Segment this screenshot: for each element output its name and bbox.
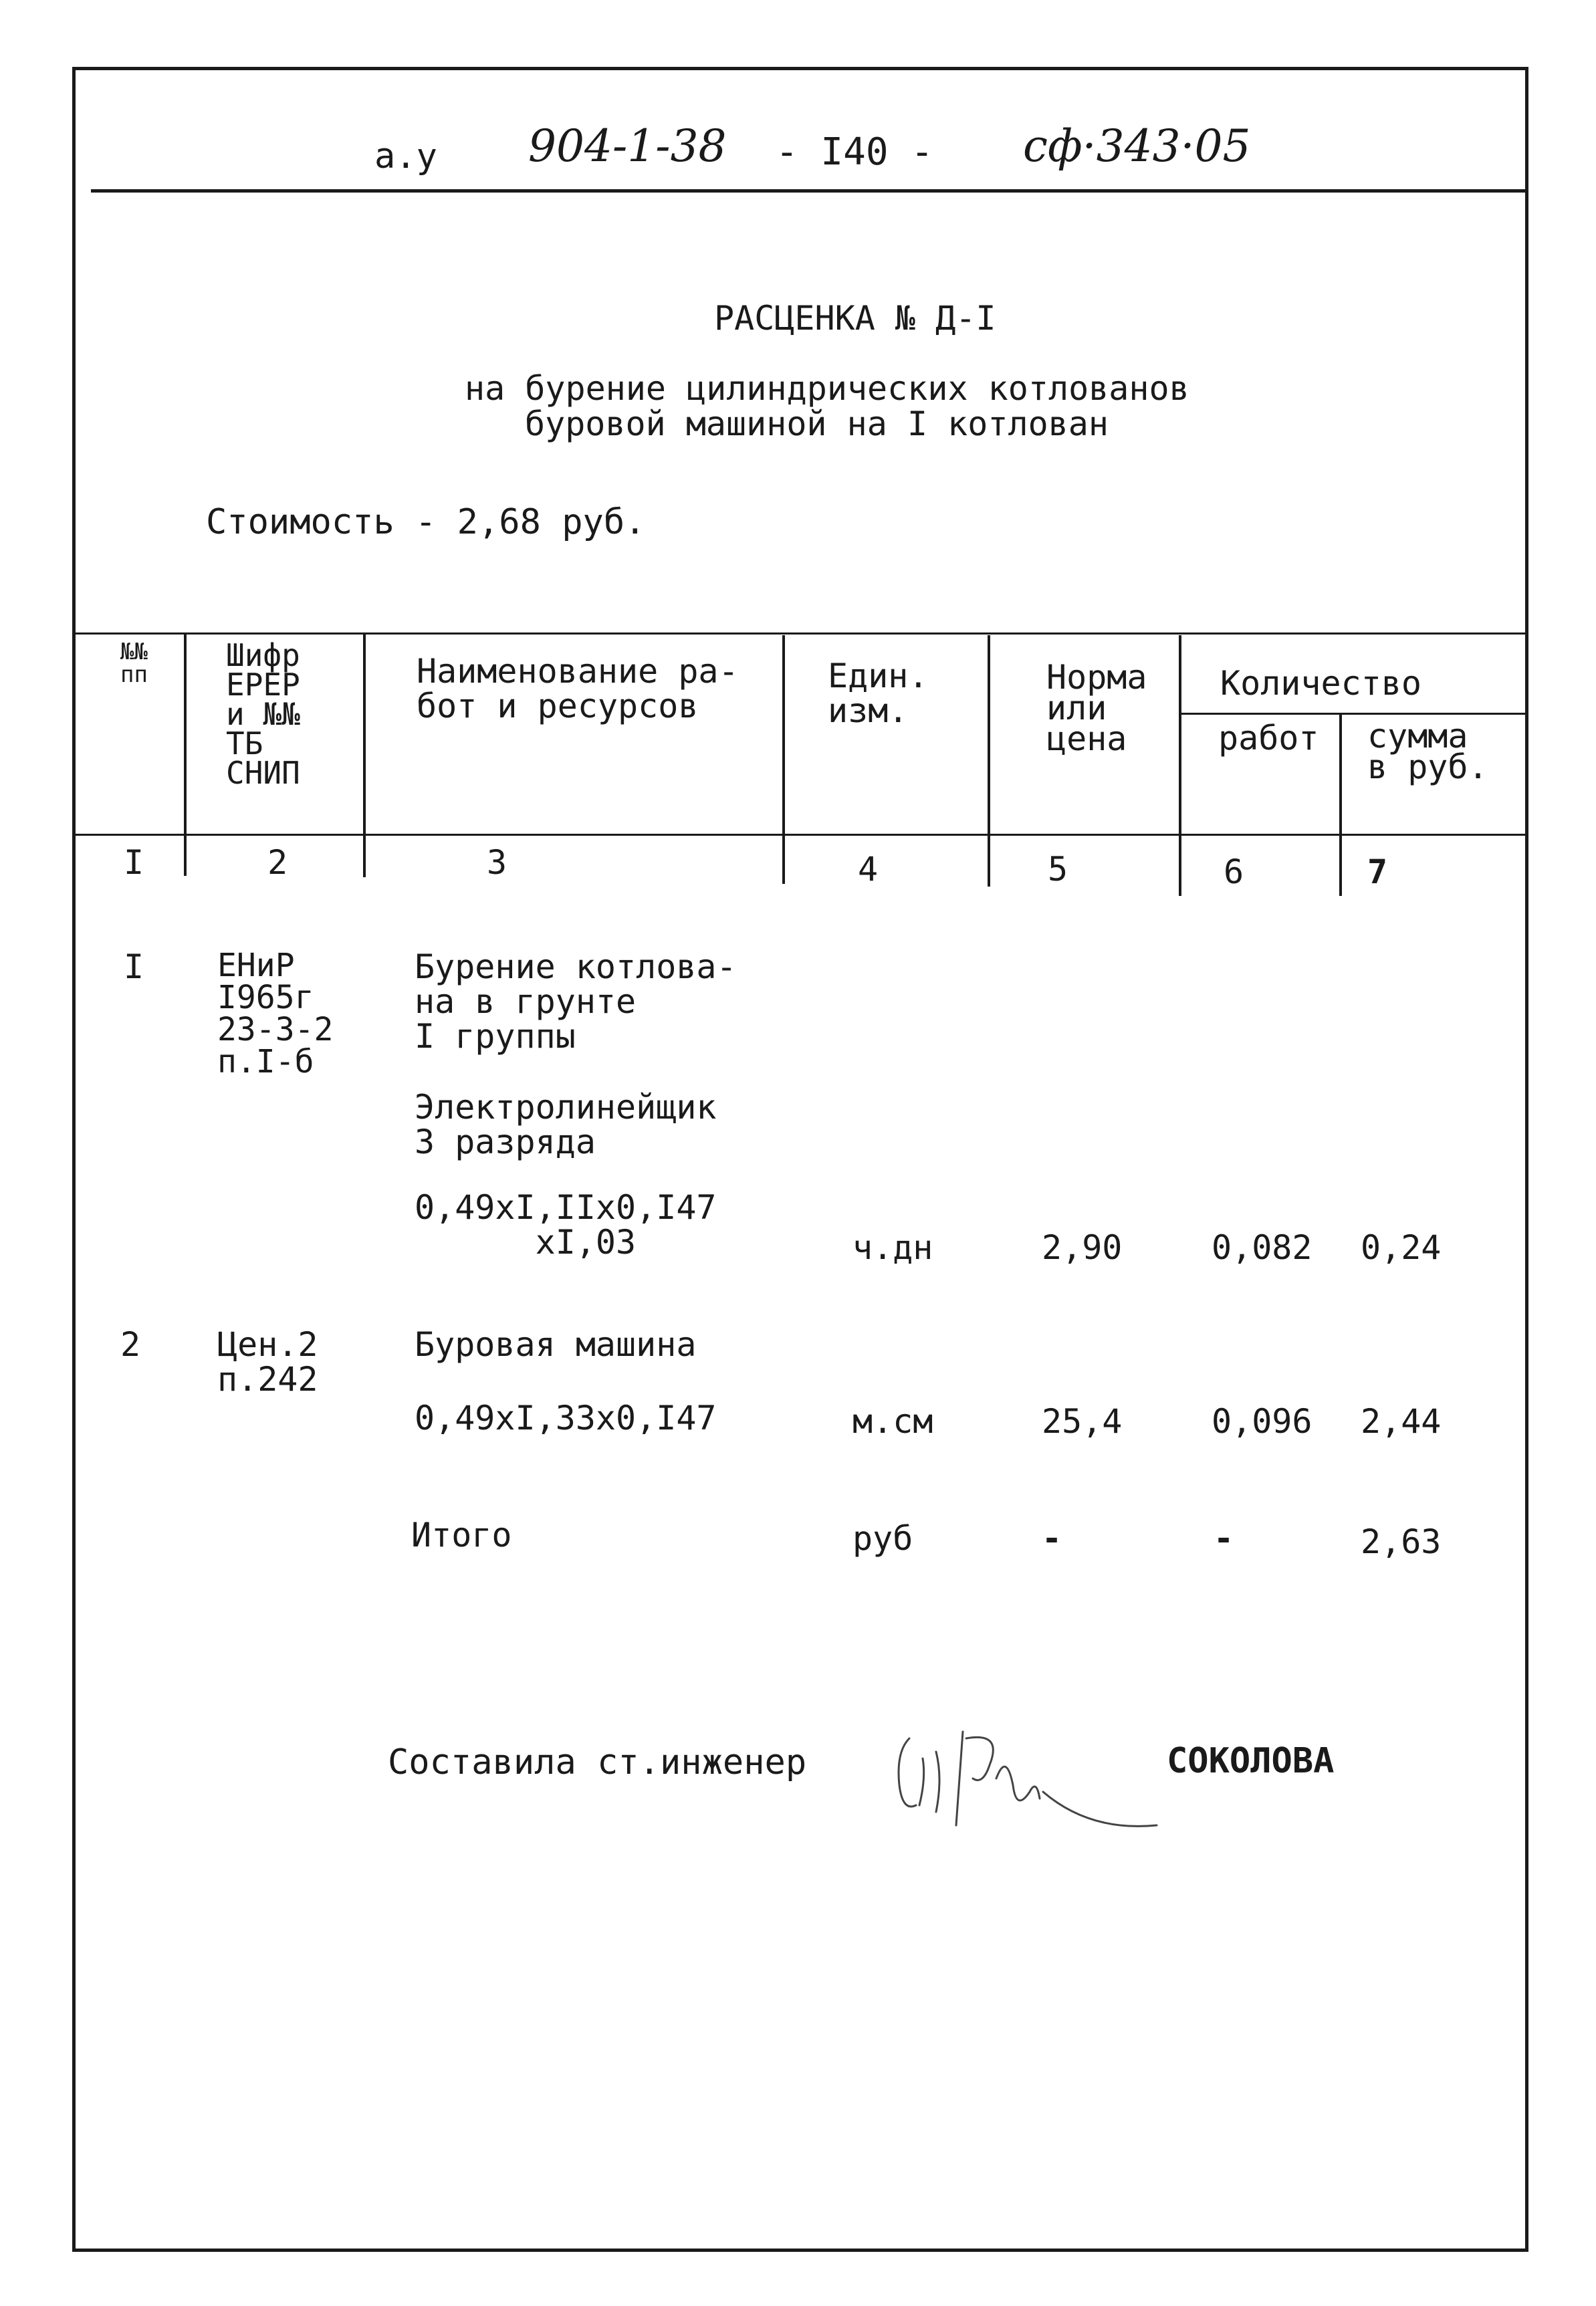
header-col-num: №№ пп	[120, 639, 148, 688]
header-col-unit: Един. изм.	[828, 657, 929, 730]
row-number: I	[124, 947, 144, 986]
total-label: Итого	[411, 1516, 512, 1554]
rate-subtitle-line2: буровой машиной на I котлован	[525, 405, 1109, 443]
row-norm: 25,4	[1042, 1402, 1123, 1441]
row-work-name: Бурение котлова- на в грунте I группы	[415, 947, 737, 1056]
header-divider	[91, 189, 1528, 193]
row-qty: 0,096	[1212, 1402, 1313, 1441]
col-divider-6	[1339, 714, 1342, 896]
header-col-sum: сумма в руб.	[1367, 717, 1488, 786]
cost-line: Стоимость - 2,68 руб.	[206, 502, 646, 542]
row-unit: ч.дн	[852, 1228, 933, 1267]
rate-title: РАСЦЕНКА № Д-I	[714, 299, 996, 338]
table-top-line	[72, 632, 1528, 635]
col-divider-1	[184, 632, 187, 876]
header-col-name: Наименование ра- бот и ресурсов	[417, 652, 739, 725]
row-formula: 0,49хI,33х0,I47	[415, 1399, 717, 1437]
row-number: 2	[120, 1325, 141, 1364]
row-formula: 0,49хI,IIх0,I47 хI,03	[415, 1188, 717, 1262]
total-norm: -	[1042, 1519, 1062, 1558]
header-col-norm: Норма или цена	[1046, 658, 1147, 758]
header-col-work-qty: работ	[1218, 719, 1319, 758]
row-unit: м.см	[852, 1402, 933, 1441]
total-unit: руб	[852, 1519, 913, 1558]
doc-code: сф·343·05	[1023, 120, 1251, 172]
rate-subtitle-line1: на бурение цилиндрических котлованов	[465, 369, 1189, 408]
table-header-bottom-line	[72, 834, 1528, 836]
series-code: 904-1-38	[528, 120, 727, 172]
col-divider-2	[363, 632, 366, 877]
colnum-3: 3	[487, 843, 507, 882]
colnum-2: 2	[267, 843, 288, 882]
colnum-4: 4	[858, 850, 879, 889]
page-number: - I40 -	[776, 130, 934, 174]
header-col-code: Шифр ЕРЕР и №№ ТБ СНИП	[226, 637, 300, 791]
row-sum: 2,44	[1361, 1402, 1442, 1441]
colnum-7: 7	[1367, 852, 1388, 891]
handwritten-signature	[889, 1712, 1177, 1845]
row-resource-name: Электролинейщик 3 разряда	[415, 1088, 717, 1161]
colnum-6: 6	[1224, 852, 1244, 891]
row-norm: 2,90	[1042, 1228, 1123, 1267]
row-qty: 0,082	[1212, 1228, 1313, 1267]
signer-name: СОКОЛОВА	[1167, 1741, 1335, 1781]
total-sum: 2,63	[1361, 1522, 1442, 1561]
colnum-1: I	[124, 843, 144, 882]
col-divider-3	[782, 635, 785, 884]
col-divider-4	[988, 635, 990, 887]
colnum-5: 5	[1048, 850, 1068, 889]
compiled-by: Составила ст.инженер	[388, 1742, 807, 1782]
row-code: ЕНиР I965г 23-3-2 п.I-б	[217, 947, 334, 1080]
total-qty: -	[1214, 1519, 1234, 1558]
series-prefix: а.у	[374, 136, 437, 177]
group-header-underline	[1179, 713, 1528, 715]
row-code: Цен.2 п.242	[217, 1325, 318, 1399]
row-sum: 0,24	[1361, 1228, 1442, 1267]
header-col-quantity-group: Количество	[1220, 664, 1422, 703]
col-divider-5	[1179, 635, 1181, 896]
row-work-name: Буровая машина	[415, 1325, 697, 1364]
